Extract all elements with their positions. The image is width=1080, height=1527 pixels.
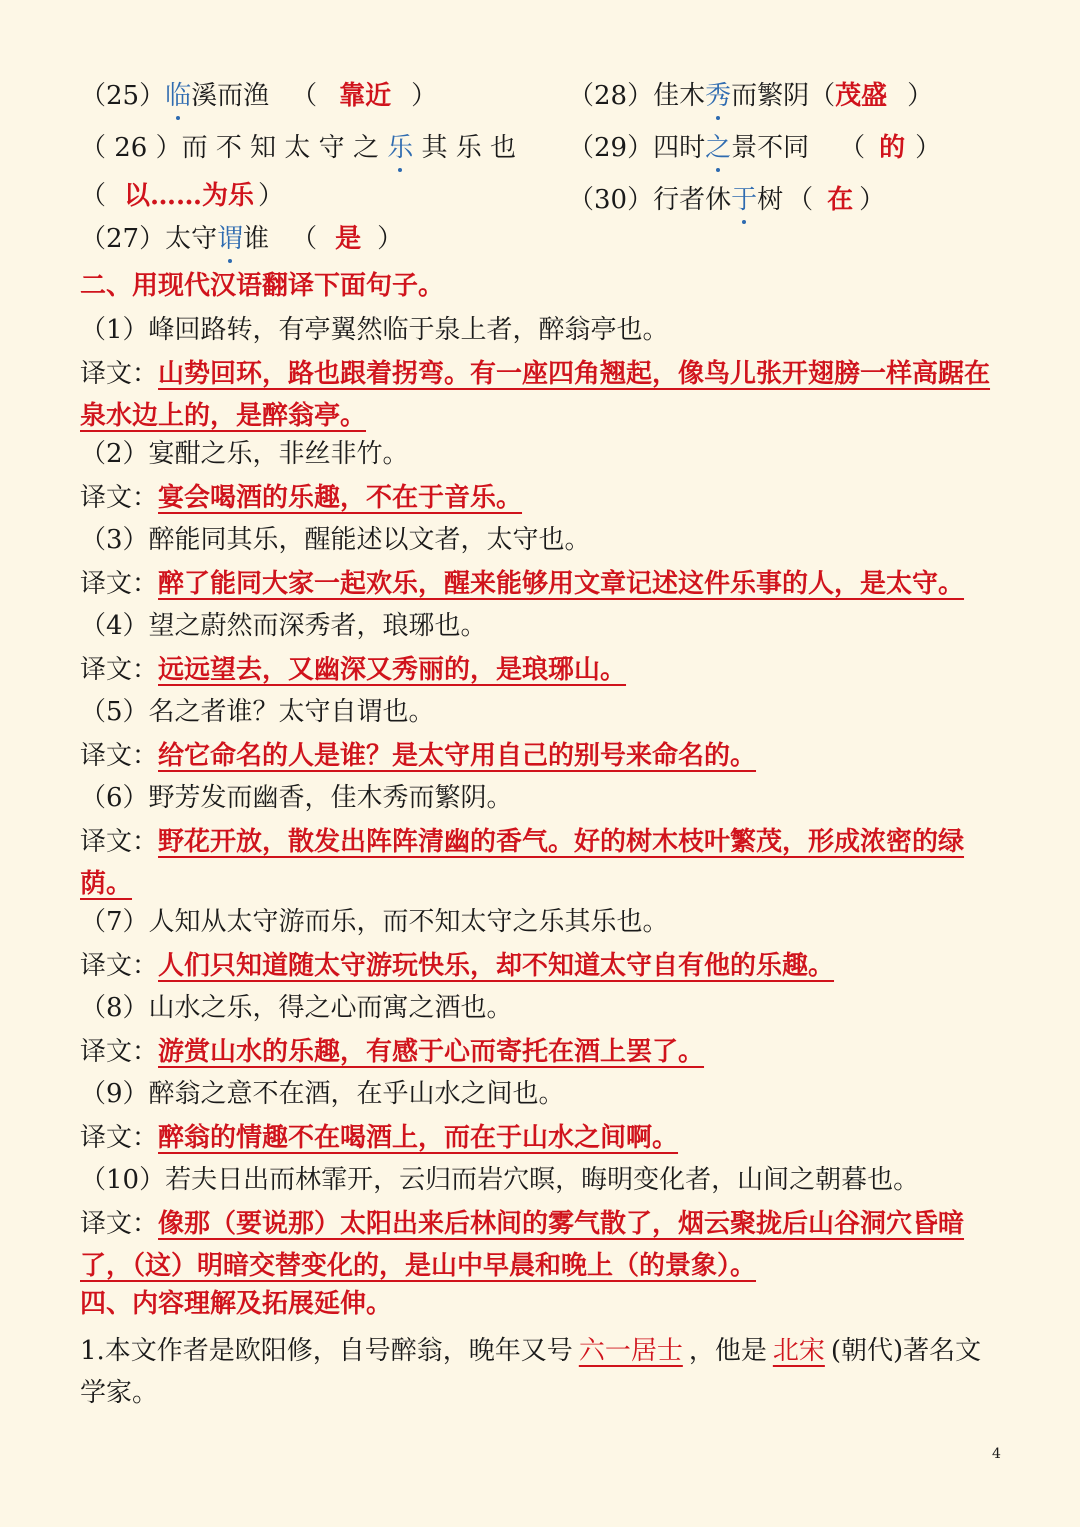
translation (80, 353, 1010, 437)
translation-text: 人们只知道随太守游玩快乐，却不知道太守自有他的乐趣。 (158, 951, 835, 981)
translation-label: 译文： (80, 1209, 159, 1239)
translation (80, 735, 1010, 777)
translation (80, 1117, 1010, 1159)
translation-text: 远远望去，又幽深又秀丽的，是琅琊山。 (158, 655, 627, 685)
key-character: 乐 (387, 128, 413, 168)
key-character: 之 (705, 128, 731, 168)
source-sentence: （9）醉翁之意不在酒，在乎山水之间也。 (80, 1079, 565, 1109)
translation-text: 野花开放，散发出阵阵清幽的香气。好的树木枝叶繁茂，形成浓密的绿荫。 (80, 827, 965, 899)
item-number: （27） (80, 224, 166, 254)
translation (80, 945, 1010, 987)
section-heading-comprehension: 四、内容理解及拓展延伸。 (80, 1289, 393, 1319)
vocab-item-26-answer: （ 以……为乐 ） (80, 181, 285, 211)
translation (80, 1203, 1010, 1287)
translation-text: 宴会喝酒的乐趣，不在于音乐。 (158, 483, 523, 513)
answer: 是 (335, 224, 362, 254)
section-heading-translation: 二、用现代汉语翻译下面句子。 (80, 271, 445, 301)
key-character: 临 (165, 76, 191, 116)
answer: 在 (827, 185, 854, 215)
vocab-item-25: （25）临溪而渔 （ 靠近 ） (80, 76, 437, 116)
translation-label: 译文： (80, 827, 159, 857)
translation-label: 译文： (80, 951, 159, 981)
item-number: （28） (568, 81, 654, 111)
translation-text: 醉了能同大家一起欢乐，醒来能够用文章记述这件乐事的人，是太守。 (158, 569, 965, 599)
source-sentence: （10）若夫日出而林霏开，云归而岩穴暝，晦明变化者，山间之朝暮也。 (80, 1165, 920, 1195)
source-sentence: （8）山水之乐，得之心而寓之酒也。 (80, 993, 513, 1023)
answer: 茂盛 (835, 81, 888, 111)
translation (80, 563, 1010, 605)
translation-label: 译文： (80, 741, 159, 771)
item-number: （25） (80, 81, 166, 111)
answer: 以……为乐 (124, 181, 255, 211)
source-sentence: （6）野芳发而幽香，佳木秀而繁阴。 (80, 783, 513, 813)
translation (80, 477, 1010, 519)
translation-text: 给它命名的人是谁？是太守用自己的别号来命名的。 (158, 741, 757, 771)
source-sentence: （5）名之者谁？太守自谓也。 (80, 697, 435, 727)
translation-text: 山势回环，路也跟着拐弯。有一座四角翘起，像鸟儿张开翅膀一样高踞在泉水边上的，是醉翁亭。 (80, 359, 991, 431)
translation (80, 1031, 1010, 1073)
key-character: 谓 (217, 219, 243, 259)
translation (80, 649, 1010, 691)
translation (80, 821, 1010, 905)
translation-label: 译文： (80, 569, 159, 599)
translation-label: 译文： (80, 359, 159, 389)
source-sentence: （1）峰回路转，有亭翼然临于泉上者，醉翁亭也。 (80, 315, 669, 345)
item-number: （ 26 ） (80, 133, 182, 163)
key-character: 秀 (705, 76, 731, 116)
page-number: 4 (992, 1446, 1001, 1462)
vocab-item-26: （ 26 ）而 不 知 太 守 之 乐 其 乐 也 (80, 128, 516, 168)
key-character: 于 (731, 180, 757, 220)
question-1: 1.本文作者是欧阳修，自号醉翁，晚年又号 六一居士 ，他是 北宋 (朝代)著名文学家。 (80, 1336, 982, 1408)
translation-label: 译文： (80, 483, 159, 513)
answer: 靠近 (339, 81, 392, 111)
translation-text: 醉翁的情趣不在喝酒上，而在于山水之间啊。 (158, 1123, 679, 1153)
vocab-item-30: （30）行者休于树 （ 在 ） (568, 180, 885, 220)
translation-text: 游赏山水的乐趣，有感于心而寄托在酒上罢了。 (158, 1037, 705, 1067)
translation-label: 译文： (80, 655, 159, 685)
item-number: （30） (568, 185, 654, 215)
vocab-item-28: （28）佳木秀而繁阴（茂盛 ） (568, 76, 933, 116)
source-sentence: （4）望之蔚然而深秀者，琅琊也。 (80, 611, 487, 641)
answer: 的 (879, 133, 906, 163)
vocab-item-29: （29）四时之景不同 （ 的 ） (568, 128, 941, 168)
source-sentence: （3）醉能同其乐，醒能述以文者，太守也。 (80, 525, 591, 555)
source-sentence: （7）人知从太守游而乐，而不知太守之乐其乐也。 (80, 907, 669, 937)
answer-blank: 北宋 (772, 1336, 825, 1366)
vocab-item-27: （27）太守谓谁 （ 是 ） (80, 219, 403, 259)
item-number: （29） (568, 133, 654, 163)
translation-label: 译文： (80, 1037, 159, 1067)
translation-text: 像那（要说那）太阳出来后林间的雾气散了，烟云聚拢后山谷洞穴昏暗了，（这）明暗交替变化的，是山中早晨和晚上（的景象）。 (80, 1209, 965, 1281)
translation-label: 译文： (80, 1123, 159, 1153)
answer-blank: 六一居士 (578, 1336, 683, 1366)
source-sentence: （2）宴酣之乐，非丝非竹。 (80, 439, 409, 469)
